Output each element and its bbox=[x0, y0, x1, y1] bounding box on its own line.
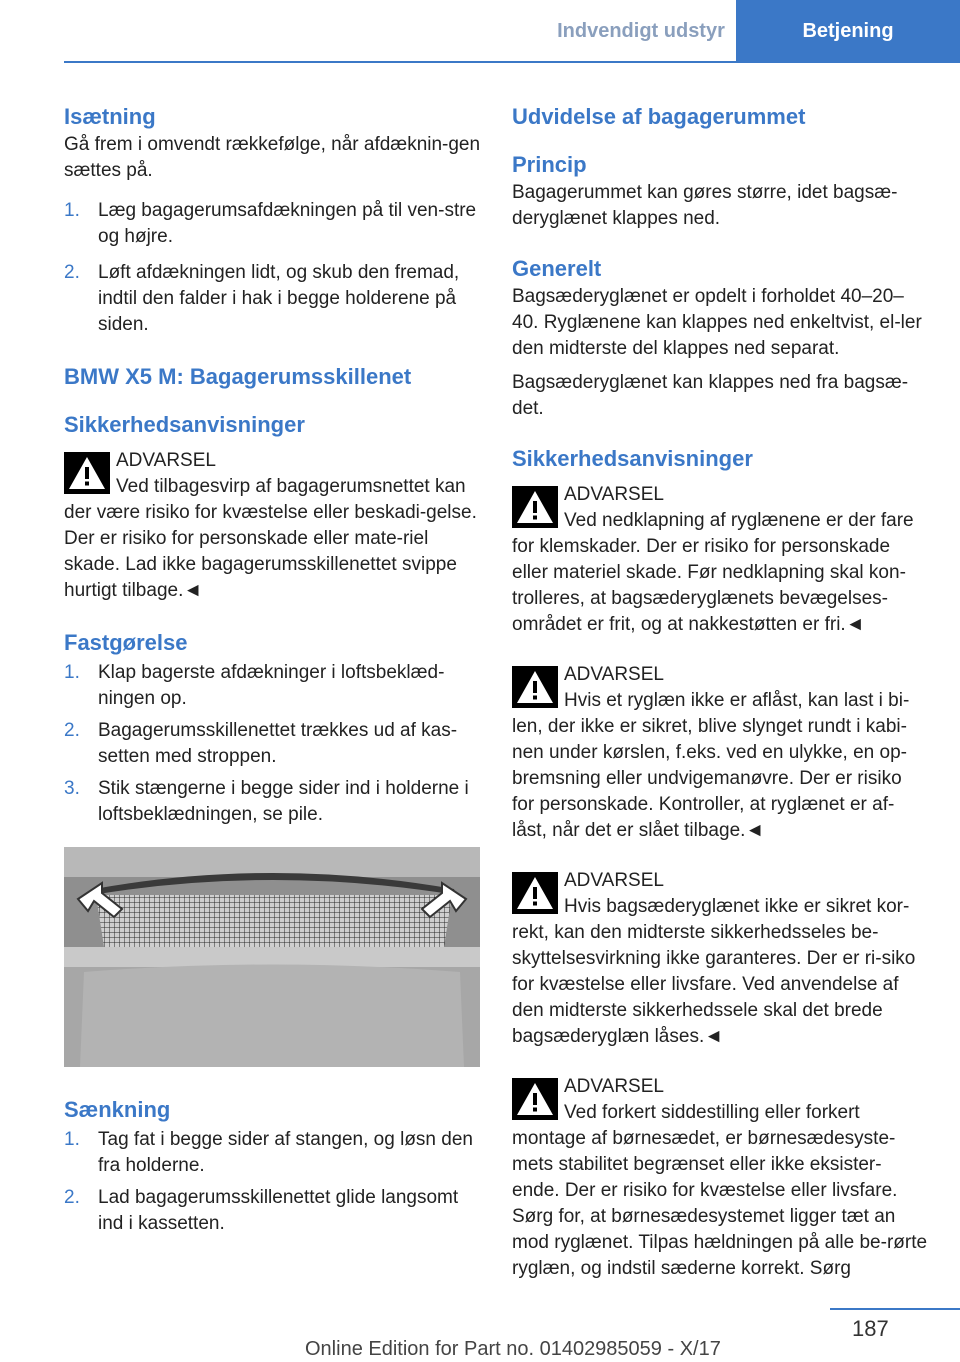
princip-heading: Princip bbox=[512, 152, 587, 177]
step-number: 2. bbox=[64, 1187, 80, 1208]
step-text: Stik stængerne i begge sider ind i holderne i loftsbeklædningen, se pile. bbox=[98, 778, 469, 825]
step-number: 2. bbox=[64, 720, 80, 741]
edition-footer: Online Edition for Part no. 01402985059 - X/17 bbox=[305, 1338, 721, 1360]
warning-text: Ved nedklapning af ryglænene er der fare for klemskader. Der er risiko for personskade eller materiel skade. Før nedklapning skal kon-trolleres, at bagsæderyglænets bevægelses-området er frit, og at nakkestøtten er fri.◄ bbox=[512, 510, 914, 635]
isaetning-intro: Gå frem i omvendt rækkefølge, når afdæknin-gen sættes på. bbox=[64, 134, 481, 181]
warning-label: ADVARSEL bbox=[116, 450, 216, 471]
warning-block bbox=[512, 482, 928, 638]
warning-label: ADVARSEL bbox=[564, 484, 664, 505]
warning-icon bbox=[512, 486, 558, 528]
warning-block bbox=[512, 1074, 928, 1282]
list-item bbox=[64, 198, 482, 250]
footer-divider bbox=[830, 1308, 960, 1310]
section-tab[interactable]: Indvendigt udstyr bbox=[546, 0, 736, 62]
saenkning-heading: Sænkning bbox=[64, 1097, 171, 1122]
step-number: 1. bbox=[64, 1129, 80, 1150]
isaetning-heading: Isætning bbox=[64, 104, 156, 129]
warning-text: Hvis et ryglæn ikke er aflåst, kan last i bi-len, der ikke er sikret, blive slynget rundt i kabi-nen under kørslen, f.eks. ved en ulykke, en op-bremsning eller undvigemanøvre. Der er risiko for personskade. Kontroller, at ryglænet er af-låst, når det er slået tilbage.◄ bbox=[512, 690, 910, 841]
safety-heading: Sikkerhedsanvisninger bbox=[512, 446, 753, 471]
warning-label: ADVARSEL bbox=[564, 1076, 664, 1097]
princip-text: Bagagerummet kan gøres større, idet bagsæ-deryglænet klappes ned. bbox=[512, 182, 898, 229]
saenkning-steps bbox=[64, 1127, 482, 1237]
left-column-lower bbox=[64, 1097, 482, 1237]
generelt-text-2: Bagsæderyglænet kan klappes ned fra bagsæ-det. bbox=[512, 372, 909, 419]
step-text: Bagagerumsskillenettet trækkes ud af kas-setten med stroppen. bbox=[98, 720, 458, 767]
step-number: 1. bbox=[64, 200, 80, 221]
list-item bbox=[64, 260, 482, 338]
warning-icon bbox=[512, 1078, 558, 1120]
main-heading: Udvidelse af bagagerummet bbox=[512, 104, 806, 129]
step-number: 3. bbox=[64, 778, 80, 799]
page-number: 187 bbox=[852, 1316, 889, 1341]
left-column bbox=[64, 104, 482, 828]
step-text: Læg bagagerumsafdækningen på til ven-stre og højre. bbox=[98, 200, 477, 247]
step-text: Løft afdækningen lidt, og skub den fremad, indtil den falder i hak i begge holderene på siden. bbox=[98, 262, 460, 335]
chapter-tab[interactable]: Betjening bbox=[736, 0, 960, 62]
generelt-text-1: Bagsæderyglænet er opdelt i forholdet 40–20–40. Ryglænene kan klappes ned enkeltvist, el-ler den midterste del klappes ned separat. bbox=[512, 286, 922, 359]
list-item bbox=[64, 1127, 482, 1179]
warning-icon bbox=[64, 452, 110, 494]
fastgoerelse-heading: Fastgørelse bbox=[64, 630, 188, 655]
list-item bbox=[64, 660, 482, 712]
warning-icon bbox=[512, 666, 558, 708]
generelt-heading: Generelt bbox=[512, 256, 602, 281]
fastgoerelse-steps bbox=[64, 660, 482, 828]
warning-icon bbox=[512, 872, 558, 914]
isaetning-steps bbox=[64, 198, 482, 338]
list-item bbox=[64, 718, 482, 770]
list-item bbox=[64, 1185, 482, 1237]
warning-block bbox=[512, 662, 928, 844]
right-column bbox=[512, 104, 928, 1282]
warning-label: ADVARSEL bbox=[564, 664, 664, 685]
header-divider bbox=[64, 61, 960, 63]
list-item bbox=[64, 776, 482, 828]
safety-heading: Sikkerhedsanvisninger bbox=[64, 412, 305, 437]
warning-text: Hvis bagsæderyglænet ikke er sikret kor-rekt, kan den midterste sikkerhedsseles be-skyttelsesvirkning ikke garanteres. Der er ri-siko for kvæstelse eller livsfare. Ved anvendelse af den midterste sikkerhedssele skal det brede bagsæderyglæn låses.◄ bbox=[512, 896, 916, 1047]
step-number: 2. bbox=[64, 262, 80, 283]
warning-block bbox=[512, 868, 928, 1050]
step-text: Tag fat i begge sider af stangen, og løsn den fra holderne. bbox=[98, 1129, 473, 1176]
bmw-heading: BMW X5 M: Bagagerumsskillenet bbox=[64, 364, 412, 389]
warning-label: ADVARSEL bbox=[564, 870, 664, 891]
warning-text: Ved forkert siddestilling eller forkert montage af børnesædet, er børnesædesyste-mets stabilitet begrænset eller ikke eksister-ende. Der er risiko for kvæstelse eller livsfare. Sørg for, at børnesædesystemet ligger tæt an mod ryglænet. Tilpas hældningen på alle be-rørte ryglæn, og indstil sæderne korrekt. Sørg bbox=[512, 1102, 928, 1279]
step-text: Lad bagagerumsskillenettet glide langsomt ind i kassetten. bbox=[98, 1187, 459, 1234]
page-header bbox=[0, 0, 960, 62]
step-text: Klap bagerste afdækninger i loftsbeklæd-ningen op. bbox=[98, 662, 445, 709]
warning-text: Ved tilbagesvirp af bagagerumsnettet kan der være risiko for kvæstelse eller beskadi-gelse. Der er risiko for personskade eller mate-riel skade. Lad ikke bagagerumsskillenettet svippe hurtigt tilbage.◄ bbox=[64, 476, 477, 601]
cargo-net-photo bbox=[64, 847, 480, 1067]
step-number: 1. bbox=[64, 662, 80, 683]
warning-block bbox=[64, 448, 482, 604]
